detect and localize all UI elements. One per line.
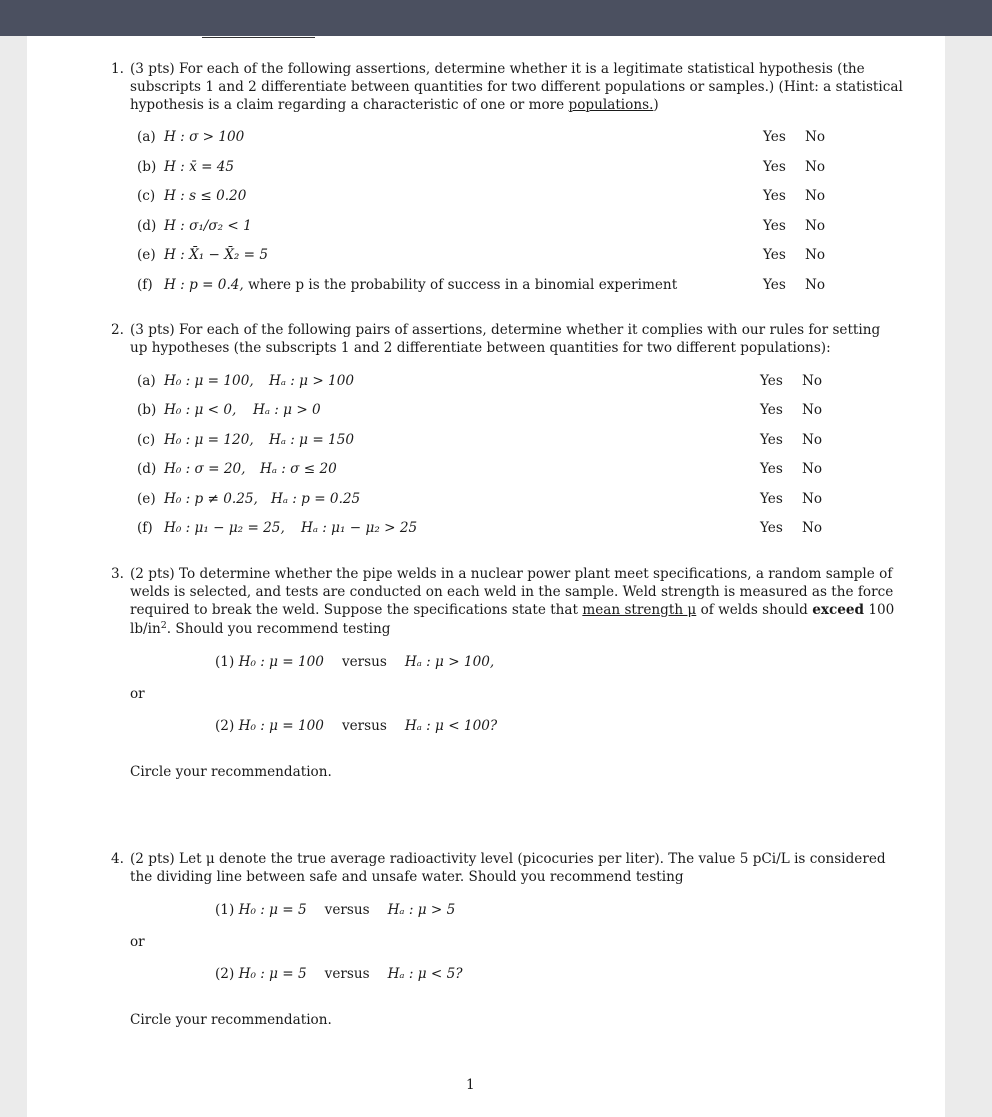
page-number: 1 bbox=[466, 1077, 475, 1093]
q2-item-a-label: (a) bbox=[137, 373, 156, 389]
q4-text-line-1: (2 pts) Let μ denote the true average radioactivity level (picocuries per liter). The value 5 pCi/L is considered bbox=[130, 851, 886, 867]
q1-number: 1. bbox=[111, 61, 124, 77]
q4-option-2[interactable]: (2) H₀ : μ = 5 versus Hₐ : μ < 5? bbox=[215, 966, 463, 982]
q3-number: 3. bbox=[111, 566, 124, 582]
q1-item-d-no[interactable]: No bbox=[805, 218, 826, 234]
q1-item-f-label: (f) bbox=[137, 277, 153, 293]
q2-item-e-h0: H₀ : p ≠ 0.25, bbox=[164, 491, 258, 507]
q2-item-f-ha: Hₐ : μ₁ − μ₂ > 25 bbox=[301, 520, 418, 536]
q1-item-c-yes[interactable]: Yes bbox=[763, 188, 786, 204]
q1-item-e-expr: H : X̄₁ − X̄₂ = 5 bbox=[164, 247, 269, 263]
q2-item-b-no[interactable]: No bbox=[802, 402, 823, 418]
q1-item-f-no[interactable]: No bbox=[805, 277, 826, 293]
q2-item-d-label: (d) bbox=[137, 461, 157, 477]
q1-item-a-label: (a) bbox=[137, 129, 156, 145]
q2-item-e-no[interactable]: No bbox=[802, 491, 823, 507]
q1-item-b-no[interactable]: No bbox=[805, 159, 826, 175]
q3-text-line-3: required to break the weld. Suppose the specifications state that mean strength μ of welds should exceed 100 bbox=[130, 602, 895, 618]
q2-item-b-label: (b) bbox=[137, 402, 157, 418]
q1-item-e-yes[interactable]: Yes bbox=[763, 247, 786, 263]
q3-text-line-1: (2 pts) To determine whether the pipe welds in a nuclear power plant meet specifications, a random sample of bbox=[130, 566, 893, 582]
q1-item-a-expr: H : σ > 100 bbox=[164, 129, 245, 145]
q1-item-c-expr: H : s ≤ 0.20 bbox=[164, 188, 247, 204]
q2-item-b-yes[interactable]: Yes bbox=[760, 402, 783, 418]
q1-item-f-yes[interactable]: Yes bbox=[763, 277, 786, 293]
q2-item-c-no[interactable]: No bbox=[802, 432, 823, 448]
q3-circle-instruction: Circle your recommendation. bbox=[130, 764, 332, 780]
q3-or: or bbox=[130, 686, 145, 702]
q1-item-d-expr: H : σ₁/σ₂ < 1 bbox=[164, 218, 252, 234]
q2-item-d-ha: Hₐ : σ ≤ 20 bbox=[260, 461, 337, 477]
document-page bbox=[27, 36, 945, 1117]
q4-circle-instruction: Circle your recommendation. bbox=[130, 1012, 332, 1028]
q2-item-a-ha: Hₐ : μ > 100 bbox=[269, 373, 354, 389]
q2-item-e-yes[interactable]: Yes bbox=[760, 491, 783, 507]
q1-item-f-expr: H : p = 0.4, where p is the probability of success in a binomial experiment bbox=[164, 277, 678, 293]
q2-item-c-h0: H₀ : μ = 120, bbox=[164, 432, 254, 448]
q1-underlined-word: populations. bbox=[568, 97, 654, 113]
q2-item-a-h0: H₀ : μ = 100, bbox=[164, 373, 254, 389]
q2-item-d-yes[interactable]: Yes bbox=[760, 461, 783, 477]
q1-item-a-yes[interactable]: Yes bbox=[763, 129, 786, 145]
q4-option-1[interactable]: (1) H₀ : μ = 5 versus Hₐ : μ > 5 bbox=[215, 902, 456, 918]
header-rule bbox=[202, 37, 315, 38]
q1-item-a-no[interactable]: No bbox=[805, 129, 826, 145]
q2-item-e-ha: Hₐ : p = 0.25 bbox=[271, 491, 361, 507]
q1-text-line-1: (3 pts) For each of the following assertions, determine whether it is a legitimate statistical hypothesis (the bbox=[130, 61, 865, 77]
q1-item-c-no[interactable]: No bbox=[805, 188, 826, 204]
q2-number: 2. bbox=[111, 322, 124, 338]
q3-underlined-phrase: mean strength μ bbox=[582, 602, 697, 618]
q4-text-line-2: the dividing line between safe and unsafe water. Should you recommend testing bbox=[130, 869, 684, 885]
q4-or: or bbox=[130, 934, 145, 950]
q1-item-c-label: (c) bbox=[137, 188, 156, 204]
q2-item-f-label: (f) bbox=[137, 520, 153, 536]
q2-item-a-no[interactable]: No bbox=[802, 373, 823, 389]
q2-item-b-ha: Hₐ : μ > 0 bbox=[253, 402, 321, 418]
q2-item-d-h0: H₀ : σ = 20, bbox=[164, 461, 246, 477]
q3-text-line-2: welds is selected, and tests are conducted on each weld in the sample. Weld strength is measured as the force bbox=[130, 584, 894, 600]
q2-item-c-yes[interactable]: Yes bbox=[760, 432, 783, 448]
q2-item-f-h0: H₀ : μ₁ − μ₂ = 25, bbox=[164, 520, 285, 536]
q1-text-line-3: hypothesis is a claim regarding a characteristic of one or more populations.) bbox=[130, 97, 659, 113]
q2-item-a-yes[interactable]: Yes bbox=[760, 373, 783, 389]
q2-item-b-h0: H₀ : μ < 0, bbox=[164, 402, 237, 418]
q3-bold-word: exceed bbox=[812, 602, 865, 618]
q3-text-line-4: $lb/in^2$. Should you recommend testing bbox=[130, 620, 391, 637]
q1-item-e-no[interactable]: No bbox=[805, 247, 826, 263]
q2-text-line-1: (3 pts) For each of the following pairs of assertions, determine whether it complies with our rules for setting bbox=[130, 322, 881, 338]
q3-option-1[interactable]: (1) H₀ : μ = 100 versus Hₐ : μ > 100, bbox=[215, 654, 495, 670]
viewer-toolbar bbox=[0, 0, 992, 36]
q1-item-b-label: (b) bbox=[137, 159, 157, 175]
q3-option-2[interactable]: (2) H₀ : μ = 100 versus Hₐ : μ < 100? bbox=[215, 718, 498, 734]
q2-item-c-ha: Hₐ : μ = 150 bbox=[269, 432, 354, 448]
q1-text-line-2: subscripts 1 and 2 differentiate between quantities for two different populations or samples.) (Hint: a statistical bbox=[130, 79, 903, 95]
q2-item-e-label: (e) bbox=[137, 491, 156, 507]
q2-item-f-no[interactable]: No bbox=[802, 520, 823, 536]
q1-item-b-expr: H : x̄ = 45 bbox=[164, 159, 235, 175]
q2-item-c-label: (c) bbox=[137, 432, 156, 448]
q1-item-b-yes[interactable]: Yes bbox=[763, 159, 786, 175]
q4-number: 4. bbox=[111, 851, 124, 867]
q1-item-d-label: (d) bbox=[137, 218, 157, 234]
q2-text-line-2: up hypotheses (the subscripts 1 and 2 differentiate between quantities for two different populations): bbox=[130, 340, 831, 356]
q1-item-e-label: (e) bbox=[137, 247, 156, 263]
q2-item-f-yes[interactable]: Yes bbox=[760, 520, 783, 536]
q2-item-d-no[interactable]: No bbox=[802, 461, 823, 477]
q1-item-d-yes[interactable]: Yes bbox=[763, 218, 786, 234]
